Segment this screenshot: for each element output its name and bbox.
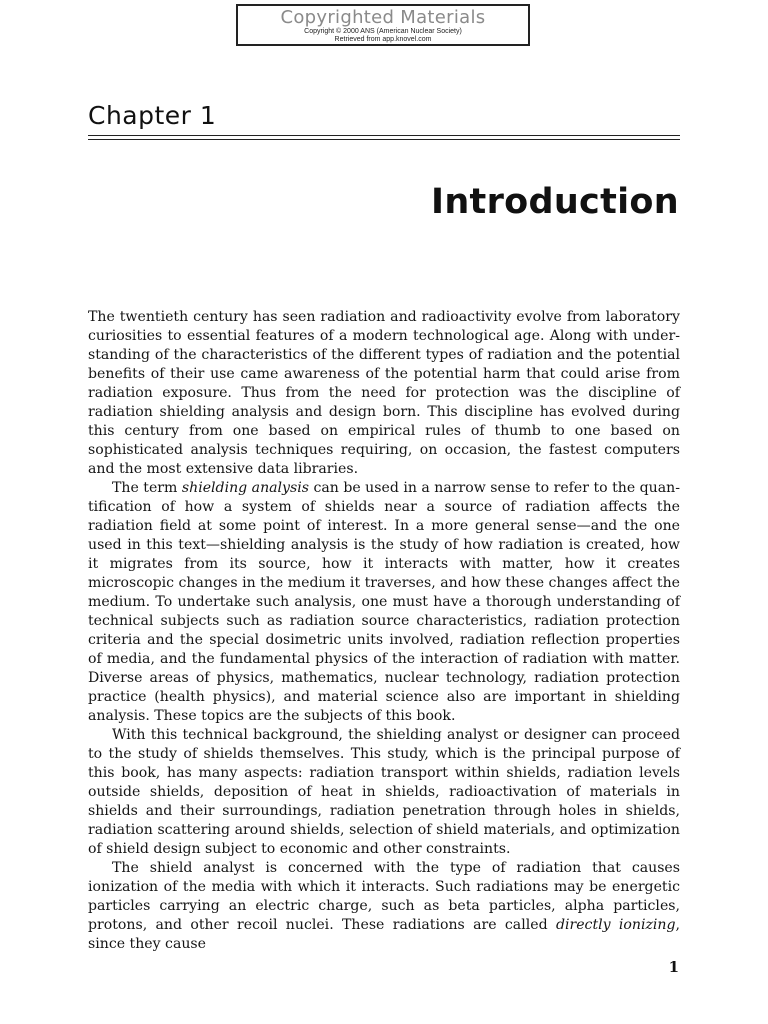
chapter-title: Introduction [431, 182, 679, 222]
paragraph-text: can be used in a narrow sense to refer to the quantification of how a system of shields near a source of radiation affects the radiation field at some point of interest. In a more general sense—and the one used in this text—shielding analysis is the study of how radiation is created, how it migrates from its source, how it interacts with matter, how it creates microscopic changes in the medium it traverses, and how these changes affect the medium. To undertake such analysis, one must have a thorough understanding of technical subjects such as radiation source characteristics, radiation protection criteria and the special dosimetric units involved, radiation reflection properties of media, and the fundamental physics of the interaction of radiation with matter. Diverse areas of physics, mathematics, nuclear technology, radiation protection practice (health physics), and material science also are important in shielding analysis. These topics are the subjects of this book. [88, 480, 680, 724]
body-text [88, 308, 680, 954]
page-number: 1 [668, 958, 679, 976]
copyright-line: Copyright © 2000 ANS (American Nuclear Society) [304, 28, 462, 35]
paragraph [88, 859, 680, 954]
chapter-rule-bottom [88, 139, 680, 140]
copyright-notice [236, 4, 530, 46]
emphasis-term: shielding analysis [181, 480, 309, 496]
emphasis-term: directly ionizing [555, 917, 676, 933]
paragraph [88, 479, 680, 726]
paragraph: With this technical background, the shielding analyst or designer can proceed to the study of shields themselves. This study, which is the principal purpose of this book, has many aspects: radiation transport within shields, radiation levels outside shields, deposition of heat in shields, radioactivation of materials in shields and their surroundings, radiation penetration through holes in shields, radiation scattering around shields, selection of shield materials, and optimization of shield design subject to economic and other constraints. [88, 727, 680, 857]
copyright-source: Retrieved from app.knovel.com [334, 36, 432, 43]
paragraph-text: The shield analyst is concerned with the type of radiation that causes ionization of the media with which it interacts. Such radiations may be energetic particles carrying an electric charge, such as beta particles, alpha particles, protons, and other recoil nuclei. These radiations are called [88, 860, 680, 933]
paragraph: The twentieth century has seen radiation and radioactivity evolve from laboratory curiosities to essential features of a modern technological age. Along with understanding of the characteristics of the different types of radiation and the potential benefits of their use came awareness of the potential harm that could arise from radiation exposure. Thus from the need for protection was the discipline of radiation shielding analysis and design born. This discipline has evolved during this century from one based on empirical rules of thumb to one based on sophisticated analysis techniques requiring, on occasion, the fastest computers and the most extensive data libraries. [88, 309, 680, 477]
copyright-title: Copyrighted Materials [280, 7, 486, 28]
chapter-label: Chapter 1 [88, 101, 217, 130]
chapter-rule-top [88, 135, 680, 136]
paragraph-text: The term [112, 480, 182, 496]
paragraph-text: , since they cause [88, 917, 680, 952]
